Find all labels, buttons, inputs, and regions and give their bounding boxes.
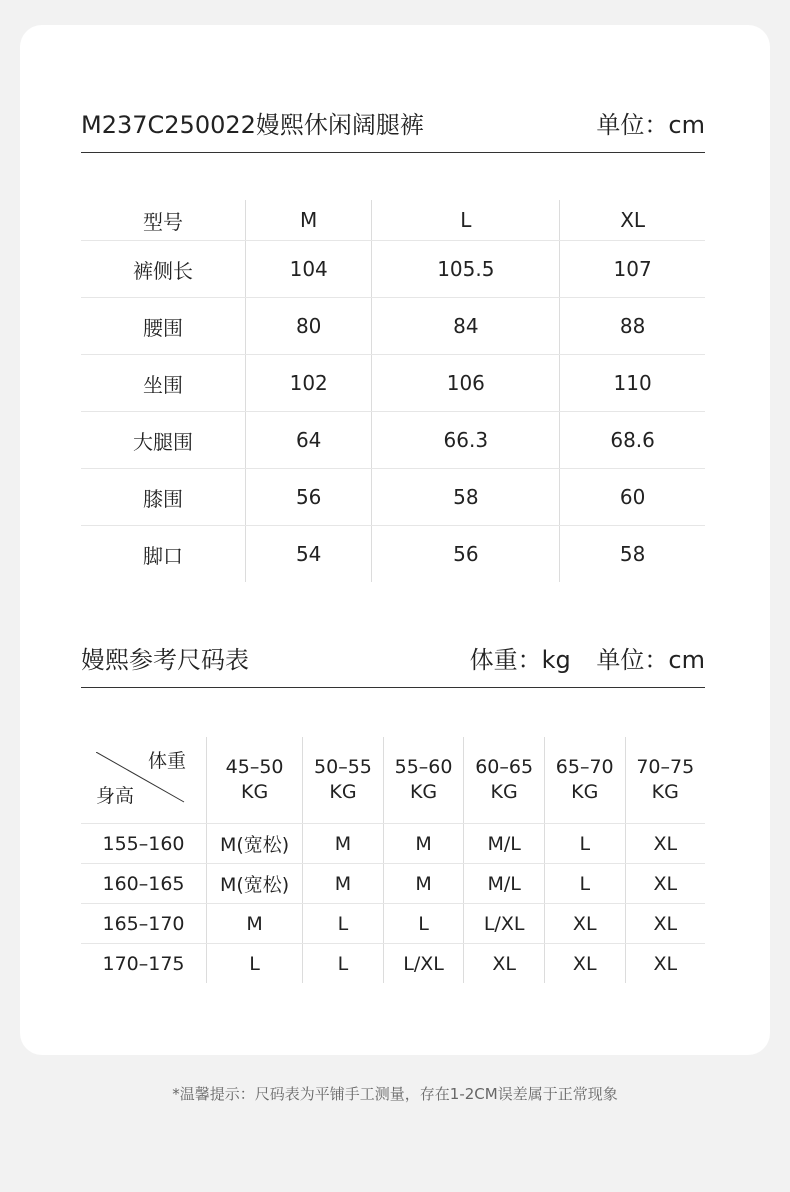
- table-cell: 64: [246, 412, 372, 469]
- reference-table-header-row: [81, 737, 705, 824]
- reference-table: [81, 737, 705, 983]
- table-row: [81, 412, 705, 469]
- table-row: [81, 864, 705, 904]
- table-row: [81, 526, 705, 583]
- size-chart-header: [81, 105, 705, 153]
- size-table-header-cell: L: [372, 200, 560, 241]
- weight-range: 65–70: [555, 756, 614, 778]
- height-range: 165–170: [81, 904, 207, 944]
- size-chart-unit: 单位：cm: [596, 111, 705, 139]
- table-cell: L: [207, 944, 303, 984]
- table-cell: M: [303, 864, 384, 904]
- table-cell: XL: [464, 944, 545, 984]
- measurement-label: 大腿围: [81, 412, 246, 469]
- table-cell: M/L: [464, 824, 545, 864]
- table-cell: L: [303, 904, 384, 944]
- table-cell: M: [383, 824, 464, 864]
- table-cell: 104: [246, 241, 372, 298]
- weight-unit: KG: [651, 781, 679, 803]
- weight-unit: KG: [409, 781, 438, 803]
- size-chart-title: M237C250022嫚熙休闲阔腿裤: [81, 111, 424, 139]
- table-cell: XL: [544, 904, 625, 944]
- height-range: 170–175: [102, 952, 185, 975]
- weight-column-header: [625, 737, 705, 824]
- table-cell: 84: [372, 298, 560, 355]
- reference-chart-unit: 单位：cm: [596, 646, 705, 674]
- weight-range: 45–50: [225, 756, 284, 778]
- table-cell: 106: [372, 355, 560, 412]
- table-cell: XL: [625, 824, 705, 864]
- table-cell: XL: [625, 944, 705, 984]
- height-range: 160–165: [81, 864, 207, 904]
- table-cell: XL: [544, 944, 625, 984]
- table-cell: 80: [246, 298, 372, 355]
- table-cell: 66.3: [372, 412, 560, 469]
- size-table: [81, 200, 705, 582]
- weight-column-header: [383, 737, 464, 824]
- table-cell: M/L: [464, 864, 545, 904]
- weight-range: 50–55: [314, 756, 372, 778]
- table-row: [81, 469, 705, 526]
- table-row: [81, 824, 705, 864]
- corner-weight-label: 体重: [147, 750, 186, 772]
- table-cell: M: [303, 824, 384, 864]
- weight-unit: KG: [571, 781, 599, 803]
- weight-column-header: [464, 737, 545, 824]
- table-cell: 102: [246, 355, 372, 412]
- table-row: [81, 944, 705, 984]
- table-cell: L/XL: [464, 904, 545, 944]
- weight-column-header: [544, 737, 625, 824]
- size-table-header-cell: M: [246, 200, 372, 241]
- table-cell: L/XL: [383, 944, 464, 984]
- table-cell: M: [383, 864, 464, 904]
- measurement-label: 坐围: [81, 355, 246, 412]
- table-cell: 60: [560, 469, 705, 526]
- size-table-header-cell: XL: [560, 200, 705, 241]
- table-row: [81, 241, 705, 298]
- table-row: [81, 355, 705, 412]
- weight-unit: KG: [329, 781, 357, 803]
- table-cell: M: [207, 904, 303, 944]
- weight-column-header: [303, 737, 384, 824]
- table-cell: 54: [246, 526, 372, 583]
- table-row: [81, 298, 705, 355]
- measurement-label: 脚口: [143, 543, 183, 568]
- measurement-label: 腰围: [81, 298, 246, 355]
- weight-column-header: [207, 737, 303, 824]
- weight-unit: KG: [240, 781, 269, 803]
- measurement-label: 膝围: [81, 469, 246, 526]
- table-cell: 107: [560, 241, 705, 298]
- table-cell: L: [544, 864, 625, 904]
- footnote: *温馨提示：尺码表为平铺手工测量，存在1-2CM误差属于正常现象: [172, 1085, 618, 1103]
- table-row: [81, 904, 705, 944]
- table-cell: L: [544, 824, 625, 864]
- reference-weight-unit: 体重：kg: [469, 646, 571, 674]
- table-cell: L: [383, 904, 464, 944]
- table-cell: 56: [372, 526, 560, 583]
- weight-range: 70–75: [636, 756, 695, 778]
- table-cell: M(宽松): [207, 824, 303, 864]
- table-cell: L: [303, 944, 384, 984]
- weight-unit: KG: [490, 781, 518, 803]
- height-range: 155–160: [81, 824, 207, 864]
- size-table-header-row: [81, 200, 705, 241]
- weight-range: 55–60: [394, 756, 453, 778]
- size-table-header-cell: 型号: [81, 200, 246, 241]
- measurement-label: 裤侧长: [81, 241, 246, 298]
- table-cell: XL: [625, 904, 705, 944]
- table-cell: 110: [560, 355, 705, 412]
- table-cell: XL: [625, 864, 705, 904]
- table-cell: 105.5: [372, 241, 560, 298]
- corner-cell: [81, 737, 207, 824]
- corner-height-label: 身高: [96, 785, 135, 807]
- table-cell: 88: [560, 298, 705, 355]
- table-cell: 58: [372, 469, 560, 526]
- table-cell: 58: [560, 526, 705, 583]
- weight-range: 60–65: [475, 756, 534, 778]
- reference-chart-title: 嫚熙参考尺码表: [81, 646, 249, 674]
- table-cell: M(宽松): [207, 864, 303, 904]
- size-card: [20, 25, 770, 1055]
- table-cell: 56: [246, 469, 372, 526]
- table-cell: 68.6: [560, 412, 705, 469]
- reference-chart-header: [81, 640, 705, 688]
